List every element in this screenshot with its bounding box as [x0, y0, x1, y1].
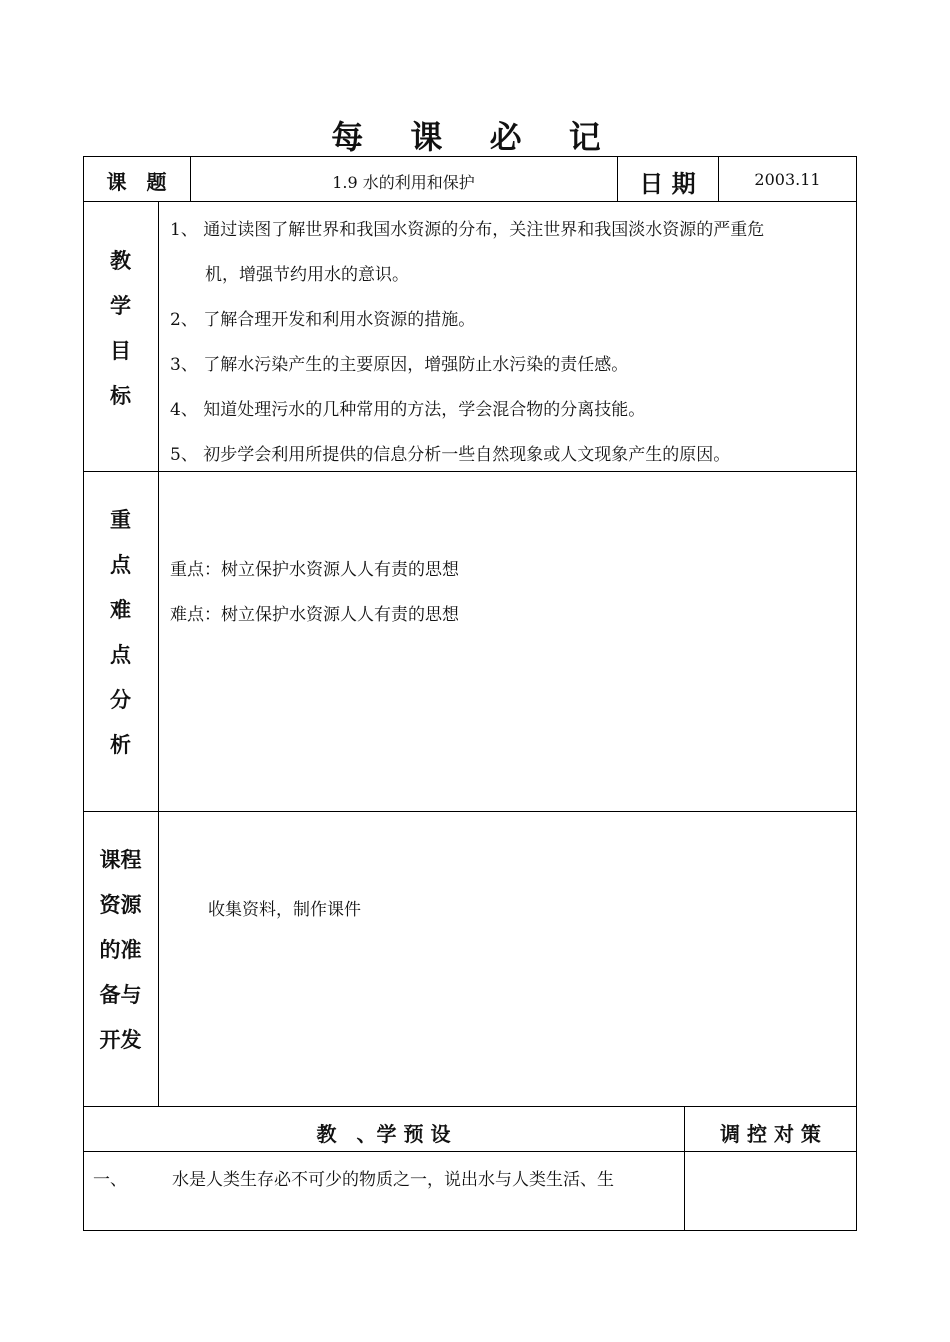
- control-strategy-header: 调 控 对 策: [720, 1122, 821, 1146]
- objective-item: 4、 知道处理污水的几种常用的方法，学会混合物的分离技能。: [170, 400, 646, 420]
- objective-item: 1、 通过读图了解世界和我国水资源的分布，关注世界和我国淡水资源的严重危: [170, 220, 765, 240]
- teach-preset-header: 教 、学 预 设: [316, 1122, 451, 1146]
- topic-value: 1.9 水的利用和保护: [332, 173, 475, 192]
- row-text: 水是人类生存必不可少的物质之一，说出水与人类生活、生: [172, 1170, 614, 1190]
- key-point-text: 重点：树立保护水资源人人有责的思想: [170, 560, 459, 580]
- resources-content: 收集资料，制作课件: [208, 900, 361, 920]
- resources-label: 课程 资源 的准 备与 开发: [99, 847, 142, 1052]
- objectives-label: 教 学 目 标: [110, 248, 131, 408]
- row-number: 一、: [93, 1170, 127, 1190]
- topic-label: 课 题: [106, 170, 167, 194]
- objective-item: 2、 了解合理开发和利用水资源的措施。: [170, 310, 476, 330]
- difficulty-text: 难点：树立保护水资源人人有责的思想: [170, 605, 459, 625]
- objective-item: 机，增强节约用水的意识。: [205, 265, 409, 285]
- key-points-label: 重 点 难 点 分 析: [110, 507, 131, 757]
- date-label: 日 期: [639, 169, 696, 198]
- page-title: 每 课 必 记: [331, 118, 619, 156]
- date-value: 2003.11: [754, 170, 821, 189]
- objective-item: 5、 初步学会利用所提供的信息分析一些自然现象或人文现象产生的原因。: [170, 445, 731, 465]
- objective-item: 3、 了解水污染产生的主要原因，增强防止水污染的责任感。: [170, 355, 629, 375]
